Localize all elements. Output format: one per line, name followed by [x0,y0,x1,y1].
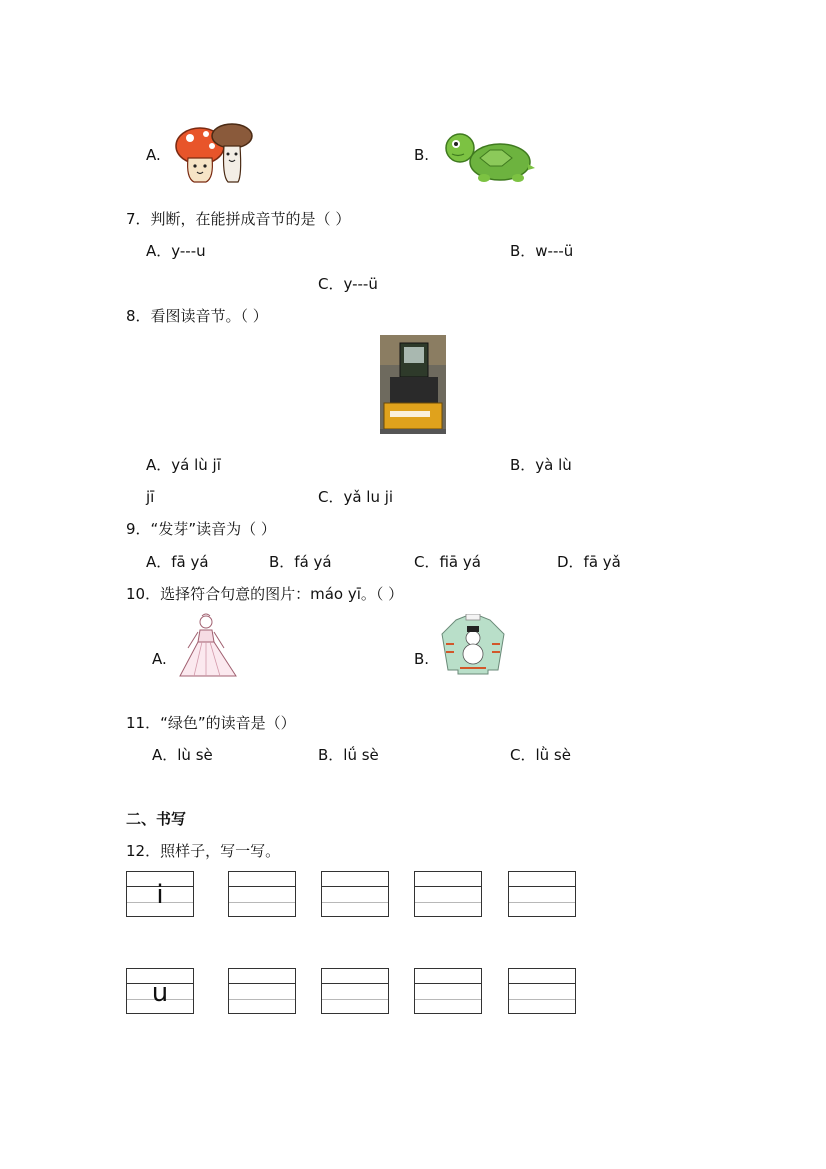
q7-stem: 7．判断，在能拼成音节的是（ ） [126,210,351,228]
q11-option-c: C．lǜ sè [510,746,571,764]
q9-stem: 9．“发芽”读音为（ ） [126,520,276,538]
writing-grid-blank[interactable] [228,968,296,1014]
writing-grid-example-i [126,871,194,917]
q11-stem: 11．“绿色”的读音是（） [126,714,296,732]
q11-option-b: B．lǘ sè [318,746,379,764]
q7-option-c: C．y---ü [318,275,378,293]
writing-grid-blank[interactable] [414,871,482,917]
q11-option-a: A．lù sè [152,746,213,764]
q9-option-d: D．fā yǎ [557,553,621,571]
section-heading: 二、书写 [126,810,187,828]
q7-option-a: A．y---u [146,242,206,260]
q8-option-a: A．yá lù jī [146,456,221,474]
q8-option-c: C．yǎ lu ji [318,488,394,506]
q10-option-b-label: B. [414,650,430,668]
q6-option-a-label: A. [146,146,161,164]
q12-stem: 12．照样子，写一写。 [126,842,281,860]
q8-option-b: B．yà lù [510,456,572,474]
writing-grid-blank[interactable] [414,968,482,1014]
example-letter-u: u [151,978,169,1008]
q10-stem: 10．选择符合句意的图片：máo yī。（ ） [126,585,404,603]
q9-option-b: B．fá yá [269,553,332,571]
road-roller-image [380,335,446,434]
writing-grid-blank[interactable] [321,968,389,1014]
q8-stem: 8．看图读音节。（ ） [126,307,268,325]
example-letter-i: i [156,880,164,910]
mushroom-characters-image [172,120,256,186]
gown-figure-image [176,612,240,678]
writing-grid-example-u [126,968,194,1014]
q9-option-c: C．fiā yá [414,553,481,571]
writing-grid-blank[interactable] [508,968,576,1014]
writing-grid-blank[interactable] [228,871,296,917]
writing-grid-blank[interactable] [508,871,576,917]
q8-option-b-continued: jī [146,488,155,506]
turtle-image [440,128,536,186]
q6-option-b-label: B. [414,146,430,164]
q9-option-a: A．fā yá [146,553,209,571]
q10-option-a-label: A. [152,650,167,668]
writing-grid-blank[interactable] [321,871,389,917]
q7-option-b: B．w---ü [510,242,574,260]
sweater-image [440,614,506,676]
